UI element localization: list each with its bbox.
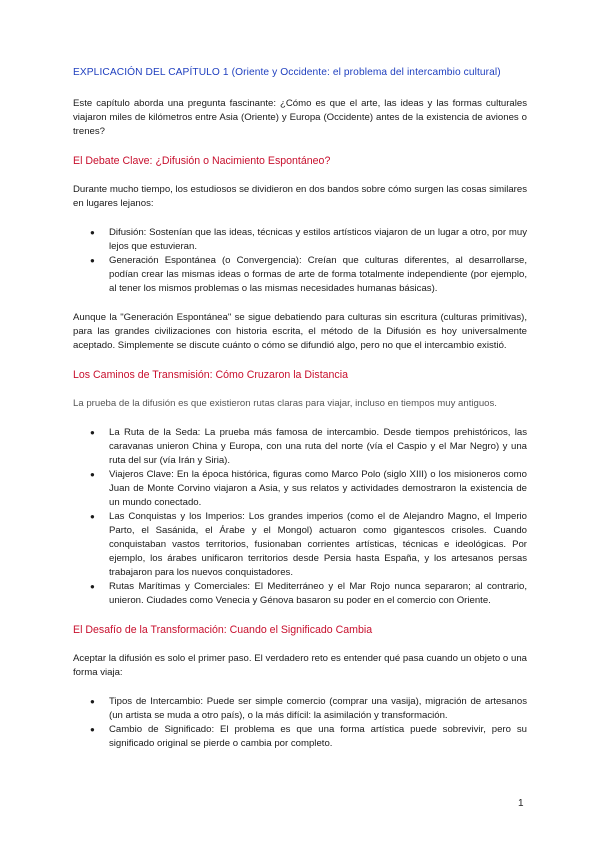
list-item (73, 426, 527, 468)
chapter-title: EXPLICACIÓN DEL CAPÍTULO 1 (Oriente y Occidente: el problema del intercambio cultural) (73, 67, 501, 78)
debate-paragraph: Durante mucho tiempo, los estudiosos se dividieron en dos bandos sobre cómo surgen las cosas similares en lugares lejanos: (73, 184, 527, 209)
bullet-icon: ● (90, 725, 95, 734)
bullet-icon: ● (90, 470, 95, 479)
bullet-icon: ● (90, 582, 95, 591)
transformation-bullet-list (73, 695, 527, 751)
bullet-icon: ● (90, 697, 95, 706)
page-number: 1 (518, 798, 524, 809)
section-heading-transformation: El Desafío de la Transformación: Cuando el Significado Cambia (73, 624, 373, 636)
intro-paragraph: Este capítulo aborda una pregunta fascinante: ¿Cómo es que el arte, las ideas y las formas culturales viajaron miles de kilómetros entre Asia (Oriente) y Europa (Occidente) antes de la existencia de aviones o trenes? (73, 98, 527, 137)
bullet-icon: ● (90, 228, 95, 237)
routes-paragraph: La prueba de la difusión es que existieron rutas claras para viajar, incluso en tiempos muy antiguos. (73, 398, 497, 409)
bullet-icon: ● (90, 256, 95, 265)
list-item (73, 510, 527, 580)
bullet-icon: ● (90, 512, 95, 521)
list-item-text: Las Conquistas y los Imperios: Los grandes imperios (como el de Alejandro Magno, el Imperio Parto, el Sasánida, el Árabe y el Mongol) actuaron como gigantescos crisoles. Cuando conquistaban vastos territorios, fusionaban corrientes artísticas, técnicas e ideológicas. Por ejemplo, los árabes unificaron territorios desde Persia hasta España, y los artesanos persas trabajaron para los nuevos conquistadores. (109, 511, 527, 578)
list-item-text: La Ruta de la Seda: La prueba más famosa de intercambio. Desde tiempos prehistóricos, las caravanas unieron China y Europa, con una ruta del norte (vía el Caspio y el Mar Negro) y una ruta del sur (vía Irán y Siria). (109, 427, 527, 466)
list-item (73, 226, 527, 254)
transformation-paragraph: Aceptar la difusión es solo el primer paso. El verdadero reto es entender qué pasa cuando un objeto o una forma viaja: (73, 653, 527, 678)
debate-closing-paragraph: Aunque la "Generación Espontánea" se sigue debatiendo para culturas sin escritura (culturas primitivas), para las grandes civilizaciones con historia escrita, el método de la Difusión es hoy universalmente aceptado. Simplemente se discute cuánto o cómo se difundió algo, pero no que el intercambio existió. (73, 312, 527, 351)
document-page (73, 66, 527, 766)
list-item (73, 254, 527, 296)
debate-bullet-list (73, 226, 527, 296)
list-item-text: Tipos de Intercambio: Puede ser simple comercio (comprar una vasija), migración de artesanos (un artista se muda a otro país), o la más difícil: la asimilación y transformación. (109, 696, 527, 721)
list-item (73, 580, 527, 608)
list-item (73, 695, 527, 723)
bullet-icon: ● (90, 428, 95, 437)
section-heading-debate: El Debate Clave: ¿Difusión o Nacimiento Espontáneo? (73, 155, 331, 167)
routes-bullet-list (73, 426, 527, 608)
list-item-text: Rutas Marítimas y Comerciales: El Mediterráneo y el Mar Rojo nunca separaron; al contrario, unieron. Ciudades como Venecia y Génova basaron su poder en el comercio con Oriente. (109, 581, 527, 606)
list-item-text: Difusión: Sostenían que las ideas, técnicas y estilos artísticos viajaron de un lugar a otro, por muy lejos que estuvieran. (109, 227, 527, 252)
list-item-text: Viajeros Clave: En la época histórica, figuras como Marco Polo (siglo XIII) o los misioneros como Juan de Monte Corvino viajaron a Asia, y sus relatos y actividades demostraron la existencia de un mundo conectado. (109, 469, 527, 508)
list-item (73, 723, 527, 751)
list-item-text: Generación Espontánea (o Convergencia): Creían que culturas diferentes, al desarrollarse, podían crear las mismas ideas o formas de arte de forma totalmente independiente (por ejemplo, al tener los mismos problemas o las mismas necesidades humanas básicas). (109, 255, 527, 294)
section-heading-routes: Los Caminos de Transmisión: Cómo Cruzaron la Distancia (73, 369, 348, 381)
list-item-text: Cambio de Significado: El problema es que una forma artística puede sobrevivir, pero su significado original se pierde o cambia por completo. (109, 724, 527, 749)
list-item (73, 468, 527, 510)
